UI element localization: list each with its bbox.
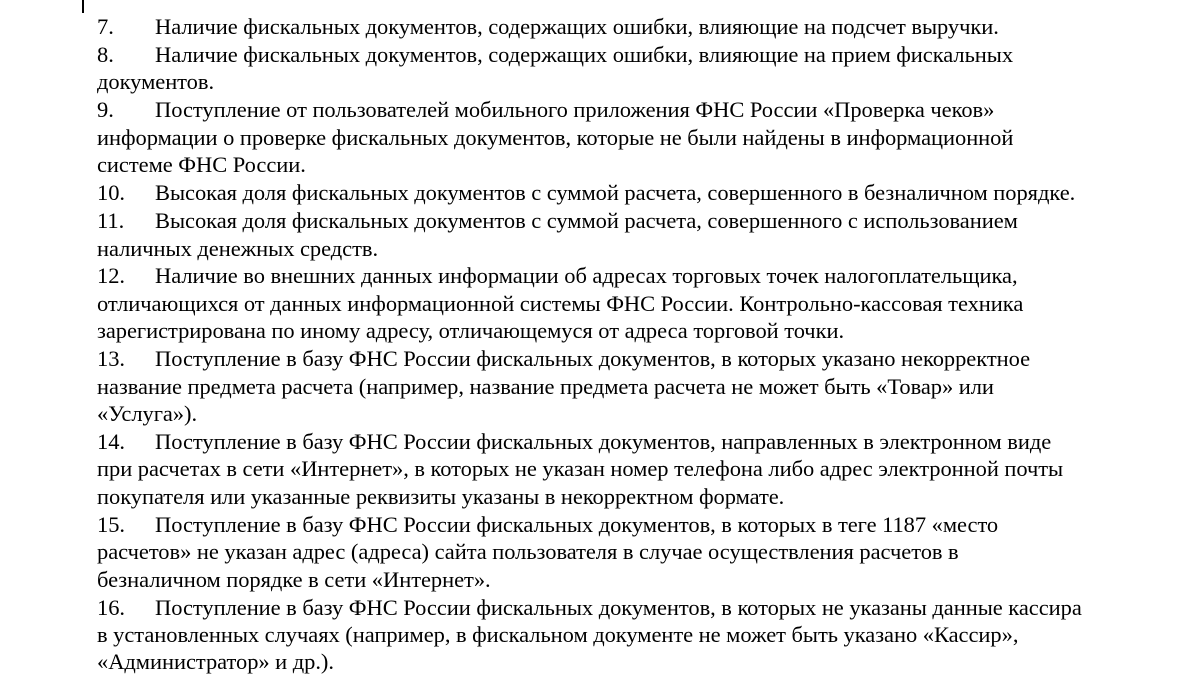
list-item	[97, 207, 1182, 262]
list-item-text: название предмета расчета (например, название предмета расчета не может быть «Товар» или	[97, 373, 994, 399]
list-item-text: документов.	[97, 69, 215, 95]
list-item	[97, 594, 1182, 676]
list-item-number: 12.	[97, 263, 125, 289]
list-item-line	[97, 290, 1182, 317]
list-item-line	[97, 511, 1182, 538]
list-item-line	[97, 621, 1182, 648]
list-item-line	[97, 124, 1182, 151]
list-item-number: 15.	[97, 511, 125, 537]
list-item-text: «Услуга»).	[97, 401, 198, 427]
list-item-number: 16.	[97, 594, 125, 620]
list-item-text: Поступление в базу ФНС России фискальных документов, в которых указано некорректное	[155, 346, 1031, 372]
list-item-text: расчетов» не указан адрес (адреса) сайта пользователя в случае осуществления расчетов в	[97, 539, 959, 565]
list-item-number: 11.	[97, 208, 125, 234]
list-item-line	[97, 207, 1182, 234]
list-item	[97, 428, 1182, 510]
list-item-number: 9.	[97, 97, 114, 123]
list-item	[97, 345, 1182, 427]
list-item-line	[97, 262, 1182, 289]
list-item-line	[97, 428, 1182, 455]
list-item-text: информации о проверке фискальных документов, которые не были найдены в информационной	[97, 124, 1014, 150]
list-item-line	[97, 96, 1182, 123]
list-item-number: 14.	[97, 429, 125, 455]
list-item-number: 10.	[97, 180, 125, 206]
list-item-number: 8.	[97, 41, 114, 67]
list-item-line	[97, 317, 1182, 344]
list-item	[97, 511, 1182, 593]
list-item-line	[97, 41, 1182, 68]
list-item-text: Наличие фискальных документов, содержащих ошибки, влияющие на подсчет выручки.	[155, 14, 999, 39]
list-item-line	[97, 13, 1182, 40]
list-item	[97, 13, 1182, 40]
list-item-line	[97, 455, 1182, 482]
list-item	[97, 262, 1182, 344]
list-item-line	[97, 400, 1182, 427]
list-item-text: Поступление в базу ФНС России фискальных документов, направленных в электронном виде	[155, 429, 1052, 455]
text-cursor	[82, 0, 84, 13]
list-item-text: Наличие фискальных документов, содержащих ошибки, влияющие на прием фискальных	[155, 41, 1014, 67]
list-item-line	[97, 68, 1182, 95]
list-item-number: 13.	[97, 346, 125, 372]
list-item-text: наличных денежных средств.	[97, 235, 379, 261]
list-item-line	[97, 648, 1182, 675]
list-item-text: Высокая доля фискальных документов с суммой расчета, совершенного с использованием	[155, 208, 1018, 234]
list-item-text: зарегистрирована по иному адресу, отличающемуся от адреса торговой точки.	[97, 318, 845, 344]
list-item-line	[97, 345, 1182, 372]
list-item-text: покупателя или указанные реквизиты указаны в некорректном формате.	[97, 483, 785, 509]
list-item-text: Наличие во внешних данных информации об адресах торговых точек налогоплательщика,	[155, 263, 1018, 289]
list-item-text: Поступление в базу ФНС России фискальных документов, в которых в теге 1187 «место	[155, 511, 999, 537]
list-item-line	[97, 594, 1182, 621]
list-item-text: системе ФНС России.	[97, 152, 306, 178]
list-item-line	[97, 538, 1182, 565]
list-item-text: Поступление в базу ФНС России фискальных документов, в которых не указаны данные кассира	[155, 594, 1082, 620]
list-item-line	[97, 179, 1182, 206]
list-item	[97, 96, 1182, 178]
list-item-text: при расчетах в сети «Интернет», в которых не указан номер телефона либо адрес электронной почты	[97, 456, 1064, 482]
list-item-line	[97, 566, 1182, 593]
document-page	[97, 13, 1182, 676]
list-item-text: Поступление от пользователей мобильного приложения ФНС России «Проверка чеков»	[155, 97, 995, 123]
list-item-line	[97, 235, 1182, 262]
list-item-text: в установленных случаях (например, в фискальном документе не может быть указано «Кассир»,	[97, 621, 1019, 647]
list-item-line	[97, 373, 1182, 400]
list-item-number: 7.	[97, 14, 114, 39]
list-item-text: Высокая доля фискальных документов с суммой расчета, совершенного в безналичном порядке.	[155, 180, 1076, 206]
list-item	[97, 179, 1182, 206]
list-item-line	[97, 151, 1182, 178]
list-item-line	[97, 483, 1182, 510]
list-item-text: «Администратор» и др.).	[97, 649, 334, 675]
list-item-text: отличающихся от данных информационной системы ФНС России. Контрольно-кассовая техника	[97, 290, 1024, 316]
list-item-text: безналичном порядке в сети «Интернет».	[97, 566, 491, 592]
list-item	[97, 41, 1182, 96]
